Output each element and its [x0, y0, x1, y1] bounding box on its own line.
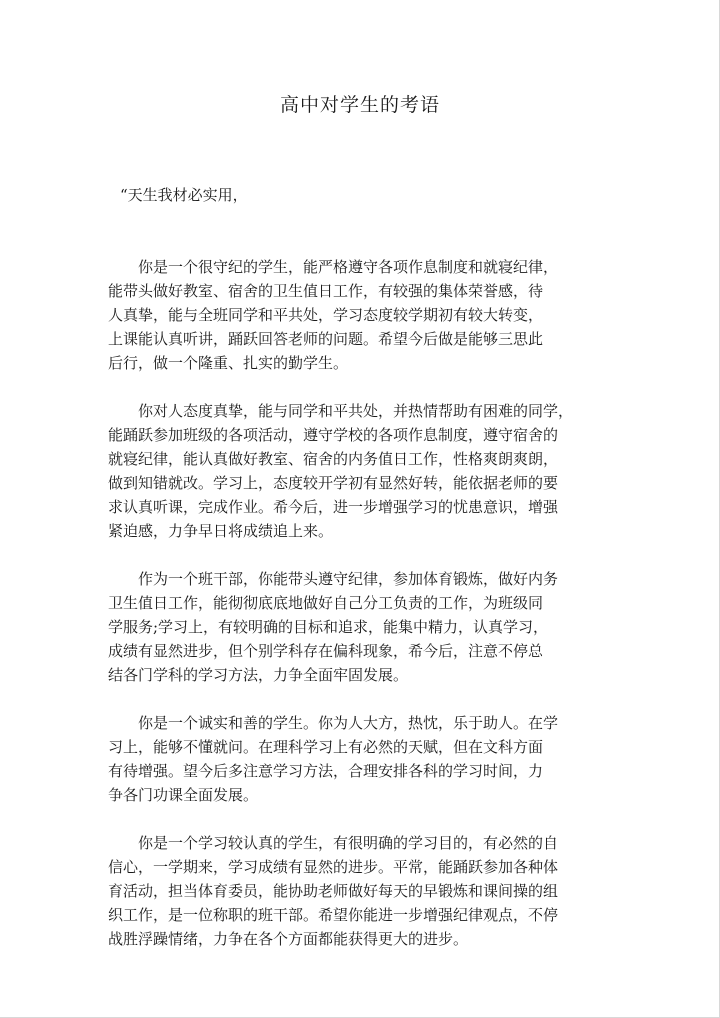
paragraph-line: 你是一个很守纪的学生，能严格遵守各项作息制度和就寝纪律， [138, 258, 559, 276]
paragraph-line: 你是一个学习较认真的学生，有很明确的学习目的，有必然的自 [138, 834, 559, 852]
paragraph-line: 战胜浮躁情绪，力争在各个方面都能获得更大的进步。 [108, 930, 469, 948]
paragraph-line: 能带头做好教室、宿舍的卫生值日工作，有较强的集体荣誉感，待 [108, 282, 544, 300]
document-body [108, 255, 586, 975]
paragraph-4 [108, 711, 586, 807]
document-title: 高中对学生的考语 [279, 94, 440, 116]
paragraph-line: 习上，能够不懂就问。在理科学习上有必然的天赋，但在文科方面 [108, 738, 544, 756]
paragraph-5 [108, 831, 586, 951]
paragraph-line: 信心，一学期来，学习成绩有显然的进步。平常，能踊跃参加各种体 [108, 858, 559, 876]
paragraph-line: 结各门学科的学习方法，力争全面牢固发展。 [108, 666, 409, 684]
paragraph-3 [108, 567, 586, 687]
paragraph-line: 能踊跃参加班级的各项活动，遵守学校的各项作息制度，遵守宿舍的 [108, 426, 559, 444]
paragraph-line: 后行，做一个隆重、扎实的勤学生。 [108, 354, 349, 372]
paragraph-line: 作为一个班干部，你能带头遵守纪律，参加体育锻炼，做好内务 [138, 570, 559, 588]
paragraph-line: 做到知错就改。学习上，态度较开学初有显然好转，能依据老师的要 [108, 474, 559, 492]
paragraph-1 [108, 255, 586, 375]
paragraph-line: 成绩有显然进步，但个别学科存在偏科现象，希今后，注意不停总 [108, 642, 544, 660]
paragraph-line: 你是一个诚实和善的学生。你为人大方，热忱，乐于助人。在学 [138, 714, 559, 732]
paragraph-line: 学服务;学习上，有较明确的目标和追求，能集中精力，认真学习， [108, 618, 549, 636]
paragraph-line: 人真挚，能与全班同学和平共处，学习态度较学期初有较大转变， [108, 306, 544, 324]
paragraph-line: 你对人态度真挚，能与同学和平共处，并热情帮助有困难的同学， [138, 402, 574, 420]
paragraph-line: 争各门功课全面发展。 [108, 786, 259, 804]
paragraph-line: 育活动，担当体育委员，能协助老师做好每天的早锻炼和课间操的组 [108, 882, 559, 900]
opening-quote: “天生我材必实用， [120, 186, 248, 204]
paragraph-2 [108, 399, 586, 543]
paragraph-line: 上课能认真听讲，踊跃回答老师的问题。希望今后做是能够三思此 [108, 330, 544, 348]
paragraph-line: 织工作，是一位称职的班干部。希望你能进一步增强纪律观点，不停 [108, 906, 559, 924]
paragraph-line: 有待增强。望今后多注意学习方法，合理安排各科的学习时间，力 [108, 762, 544, 780]
paragraph-line: 紧迫感，力争早日将成绩追上来。 [108, 522, 334, 540]
paragraph-line: 求认真听课，完成作业。希今后，进一步增强学习的忧患意识，增强 [108, 498, 559, 516]
paragraph-line: 卫生值日工作，能彻彻底底地做好自己分工负责的工作，为班级同 [108, 594, 544, 612]
paragraph-line: 就寝纪律，能认真做好教室、宿舍的内务值日工作，性格爽朗爽朗， [108, 450, 559, 468]
